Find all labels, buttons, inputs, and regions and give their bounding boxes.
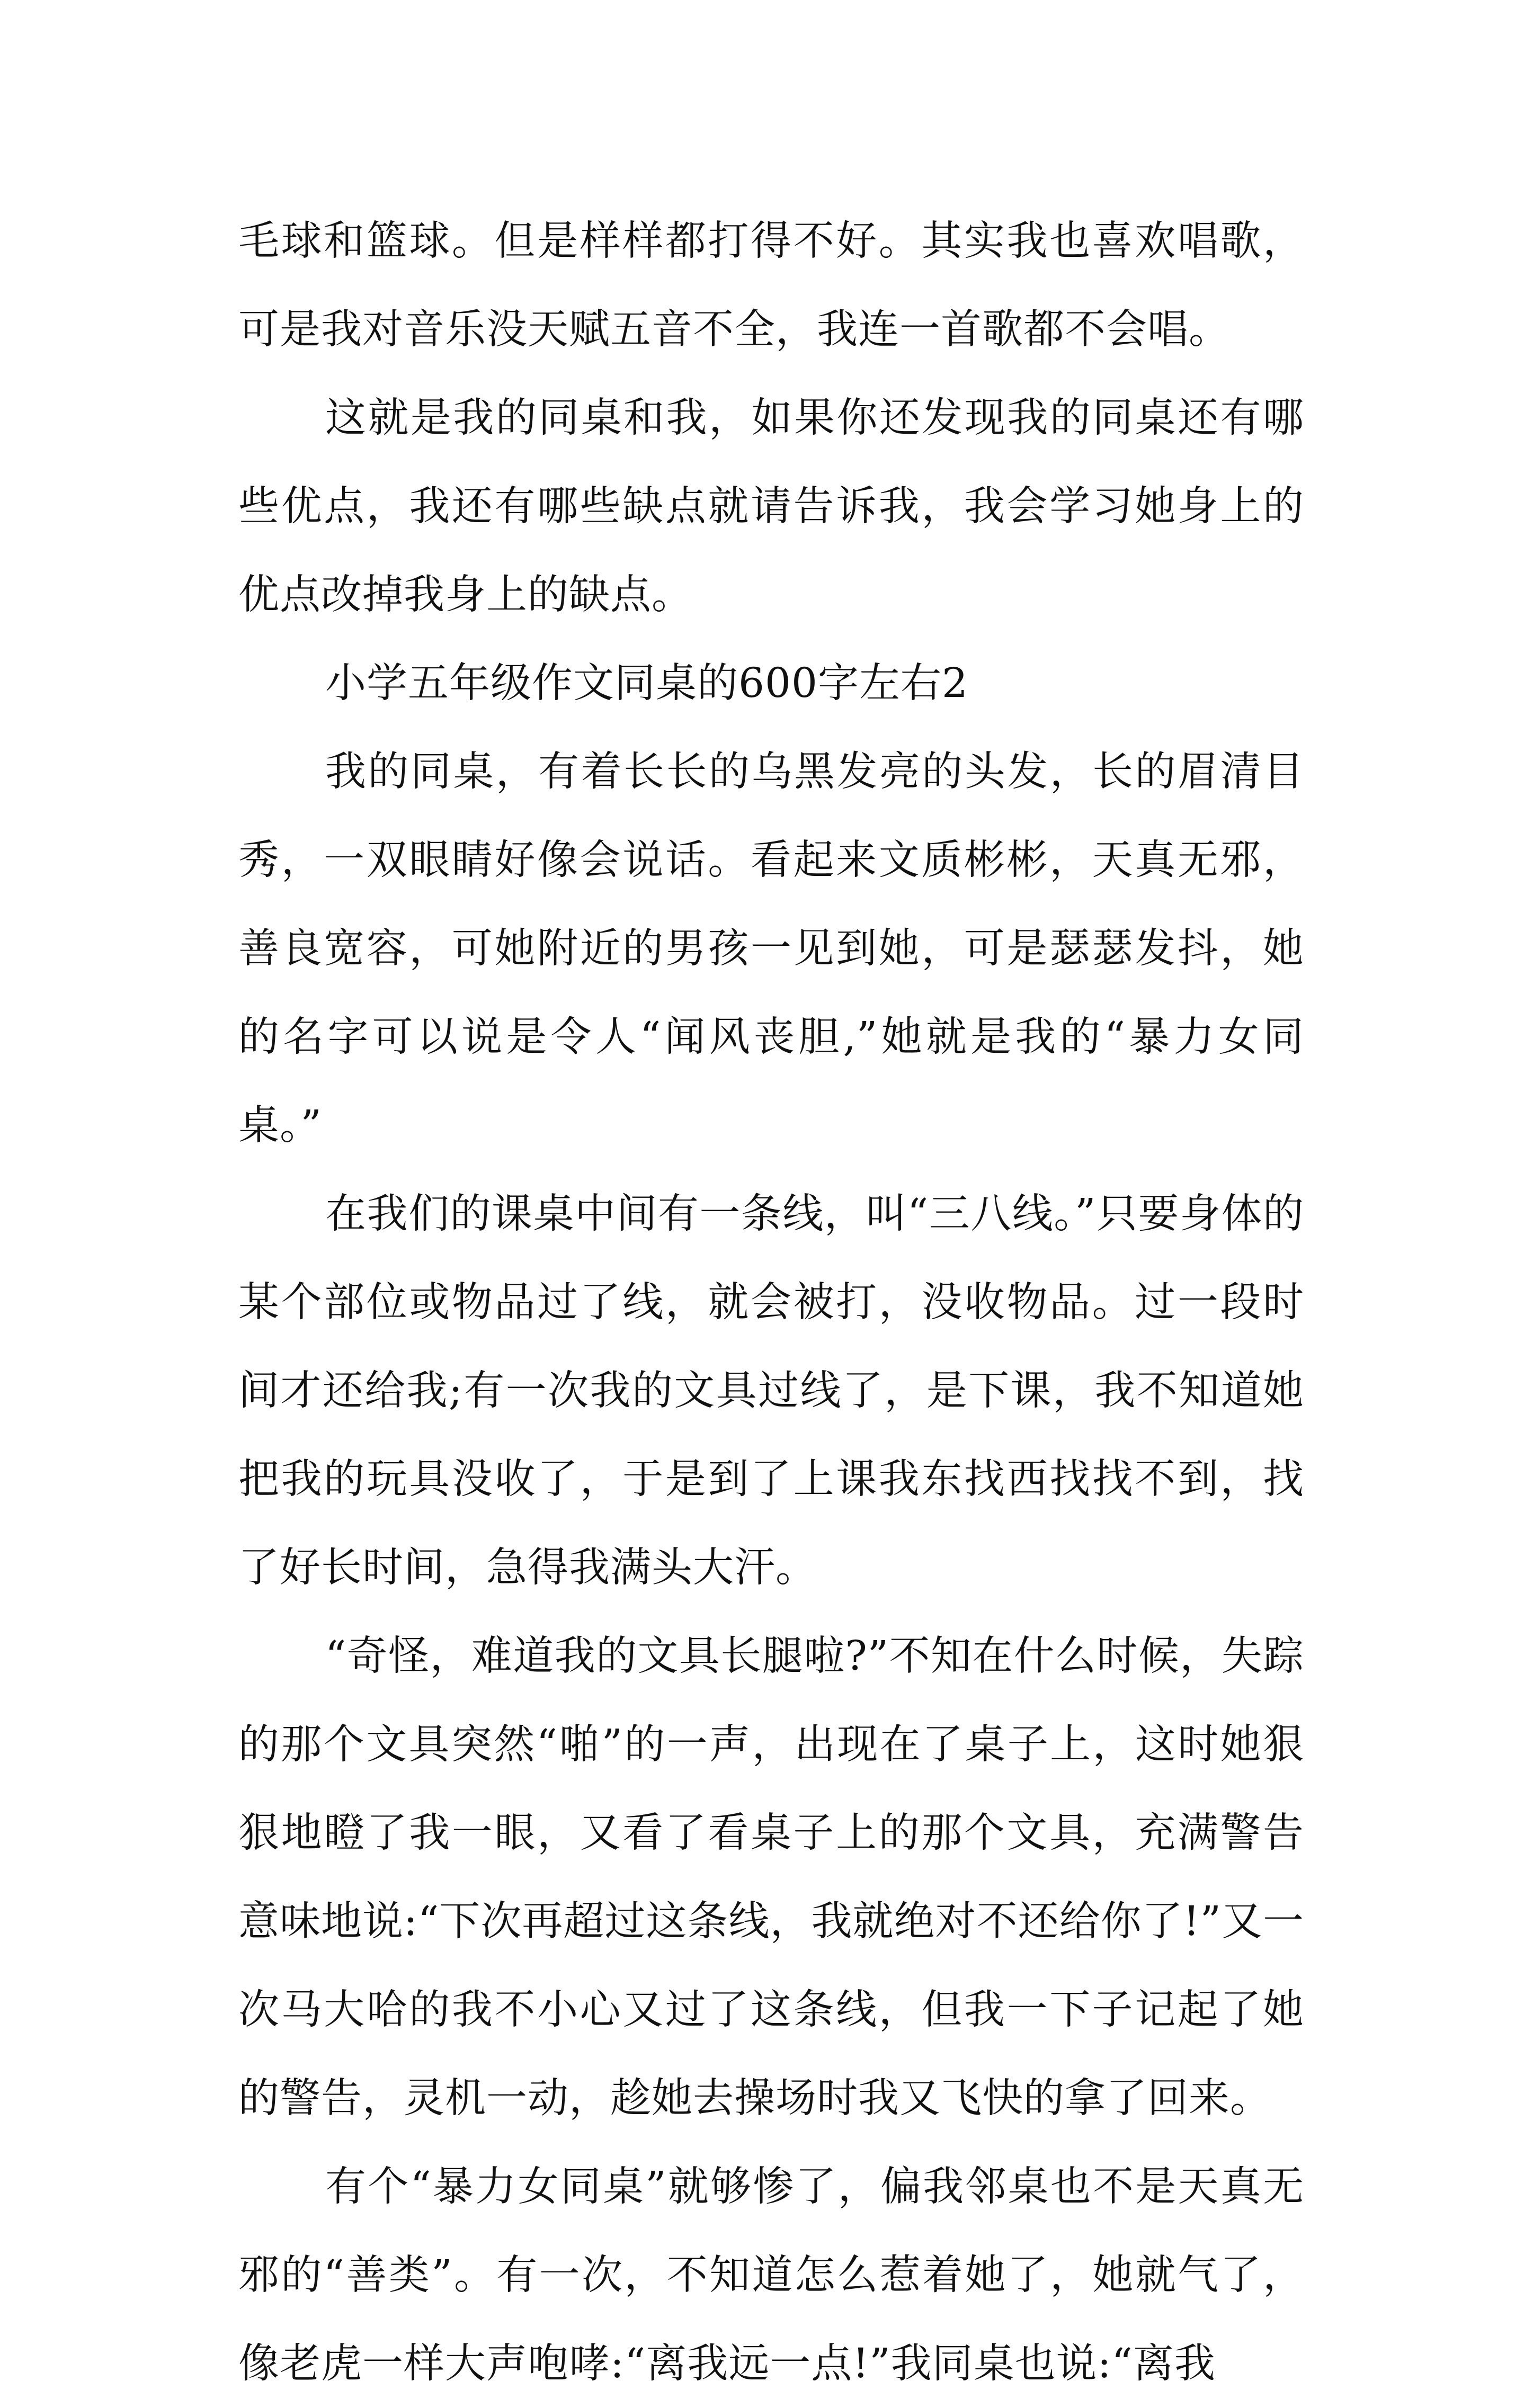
document-body (238, 197, 1304, 2408)
section-heading: 小学五年级作文同桌的600字左右2 (325, 660, 968, 707)
paragraph: 这就是我的同桌和我，如果你还发现我的同桌还有哪些优点，我还有哪些缺点就请告诉我，我会学习她身上的优点改掉我身上的缺点。 (238, 395, 1304, 619)
paragraph: 我的同桌，有着长长的乌黑发亮的头发，长的眉清目秀，一双眼睛好像会说话。看起来文质彬彬，天真无邪，善良宽容，可她附近的男孩一见到她，可是瑟瑟发抖，她的名字可以说是令人“闻风丧胆,”她就是我的“暴力女同桌。” (238, 748, 1304, 1149)
paragraph: “奇怪，难道我的文具长腿啦?”不知在什么时候，失踪的那个文具突然“啪”的一声，出现在了桌子上，这时她狠狠地瞪了我一眼，又看了看桌子上的那个文具，充满警告意味地说:“下次再超过这条线，我就绝对不还给你了!”又一次马大哈的我不小心又过了这条线，但我一下子记起了她的警告，灵机一动，趁她去操场时我又飞快的拿了回来。 (238, 1633, 1304, 2122)
paragraph: 有个“暴力女同桌”就够惨了，偏我邻桌也不是天真无邪的“善类”。有一次，不知道怎么惹着她了，她就气了，像老虎一样大声咆哮:“离我远一点!”我同桌也说:“离我 (238, 2163, 1304, 2387)
paragraph: 毛球和篮球。但是样样都打得不好。其实我也喜欢唱歌，可是我对音乐没天赋五音不全，我连一首歌都不会唱。 (238, 218, 1304, 353)
paragraph: 在我们的课桌中间有一条线，叫“三八线。”只要身体的某个部位或物品过了线，就会被打，没收物品。过一段时间才还给我;有一次我的文具过线了，是下课，我不知道她把我的玩具没收了，于是到了上课我东找西找找不到，找了好长时间，急得我满头大汗。 (238, 1190, 1304, 1591)
